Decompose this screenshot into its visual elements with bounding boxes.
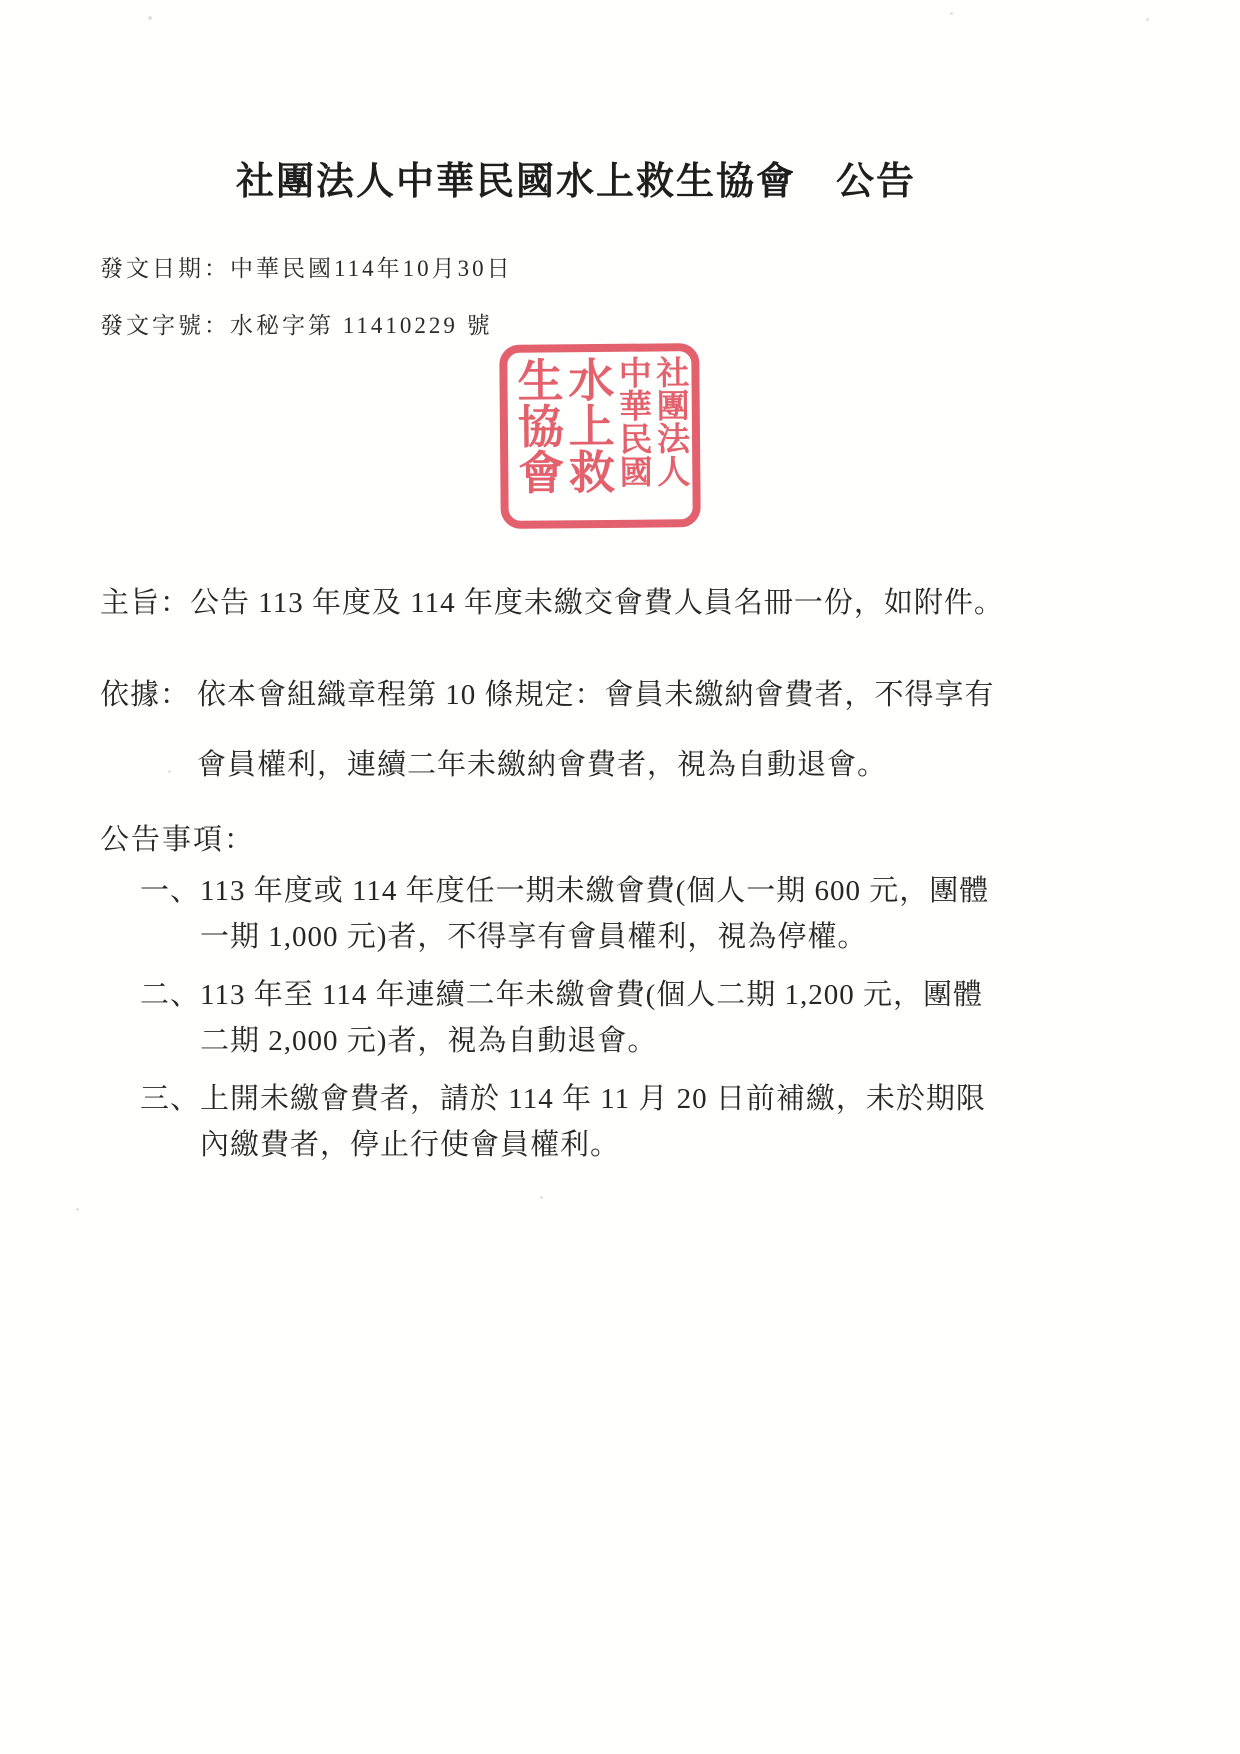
subject-line [100, 585, 1004, 621]
page-title: 社團法人中華民國水上救生協會 公告 [236, 161, 917, 203]
item-number: 二、 [140, 979, 201, 1011]
announcement-item-2 [140, 972, 989, 1064]
scan-speck [540, 1196, 543, 1199]
announcement-item-1 [140, 868, 989, 960]
item-number: 一、 [140, 875, 201, 907]
basis-line-1: 依本會組織章程第 10 條規定：會員未繳納會費者，不得享有 [197, 679, 995, 711]
announcements-heading: 公告事項： [100, 824, 256, 856]
basis-line-2: 會員權利，連續二年未繳納會費者，視為自動退會。 [197, 749, 888, 781]
item-line-2: 二期 2,000 元)者，視為自動退會。 [200, 1025, 658, 1057]
scan-speck [148, 16, 152, 20]
item-line-1: 上開未繳會費者，請於 114 年 11 月 20 日前補繳，未於期限 [200, 1083, 986, 1115]
seal-column-3: 中華民國 [613, 355, 651, 488]
basis-text [197, 660, 995, 800]
issue-date-line: 發文日期：中華民國114年10月30日 [100, 256, 513, 281]
item-line-1: 113 年度或 114 年度任一期未繳會費(個人一期 600 元，團體 [200, 875, 990, 907]
scan-speck [76, 1208, 79, 1211]
basis-block [100, 660, 995, 800]
item-line-2: 內繳費者，停止行使會員權利。 [200, 1129, 621, 1161]
item-text [200, 1076, 986, 1168]
item-line-2: 一期 1,000 元)者，不得享有會員權利，視為停權。 [200, 921, 868, 953]
subject-label: 主旨： [100, 587, 191, 619]
seal-column-4: 社團法人 [651, 355, 689, 488]
item-text [200, 868, 989, 960]
official-seal-stamp [499, 343, 701, 529]
scan-speck [168, 770, 171, 773]
item-number: 三、 [140, 1083, 201, 1115]
subject-text: 公告 113 年度及 114 年度未繳交會費人員名冊一份，如附件。 [190, 587, 1004, 619]
seal-column-1: 生協會 [511, 356, 564, 495]
announcement-items [140, 868, 989, 1180]
item-text [200, 972, 983, 1064]
reference-number-line: 發文字號：水秘字第 11410229 號 [100, 313, 493, 338]
announcement-item-3 [140, 1076, 989, 1168]
scan-speck [1146, 18, 1149, 21]
seal-column-2: 水上救 [561, 355, 615, 495]
item-line-1: 113 年至 114 年連續二年未繳會費(個人二期 1,200 元，團體 [200, 979, 984, 1011]
basis-label: 依據： [100, 679, 191, 711]
scan-speck [950, 12, 953, 15]
